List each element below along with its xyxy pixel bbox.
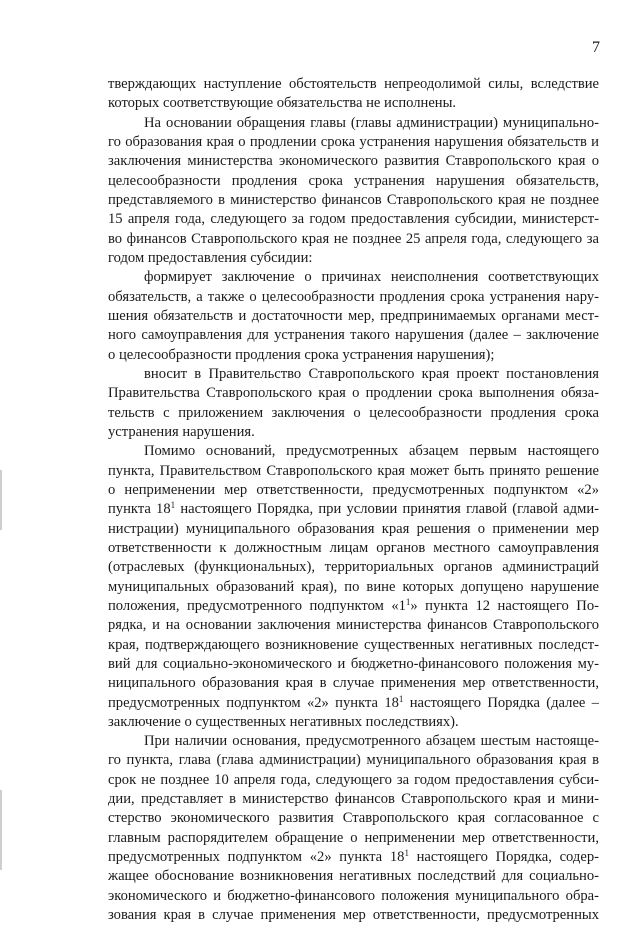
text-line: о неприменении мер ответственности, предусмотренных подпунктом «2» <box>108 481 599 498</box>
paragraph <box>108 114 599 269</box>
document-body <box>108 75 599 925</box>
text-line: пункта $18^1$ настоящего Порядка, при условии принятия главой (главой адми- <box>108 500 599 518</box>
text-line: Правительства Ставропольского края о продлении срока выполнения обяза- <box>108 385 599 402</box>
text-line: нистрации) муниципального образования края решения о применении мер <box>108 520 599 537</box>
text-line: годом предоставления субсидии: <box>108 249 313 266</box>
text-line: ответственности к должностным лицам органов местного самоуправления <box>108 539 599 556</box>
text-line: зования края в случае применения мер ответственности, предусмотренных <box>108 907 599 924</box>
text-line: экономического и бюджетно-финансового положения муниципального обра- <box>108 887 599 904</box>
text-line: о целесообразности продления срока устранения нарушения); <box>108 346 495 363</box>
text-line: предусмотренных подпунктом «2» пункта $18^1$ настоящего Порядка (далее – <box>108 693 599 711</box>
text-line: тверждающих наступление обстоятельств непреодолимой силы, вследствие <box>108 76 599 92</box>
text-line: срок не позднее 10 апреля года, следующего за годом предоставления субси- <box>108 771 599 788</box>
paragraph <box>108 732 599 925</box>
text-line: вий для социально-экономического и бюджетно-финансового положения му- <box>108 655 599 672</box>
text-line: края, подтверждающего возникновение существенных негативных последст- <box>108 636 599 653</box>
text-line: муниципальных образований края), по вине которых допущено нарушение <box>108 578 599 595</box>
text-line: го образования края о продлении срока устранения нарушения обязательств и <box>108 133 599 150</box>
text-line: жащее обоснование возникновения негативных последствий для социально- <box>108 868 599 885</box>
text-line: предусмотренных подпунктом «2» пункта $18^1$ настоящего Порядка, содер- <box>108 848 599 866</box>
text-line: Помимо оснований, предусмотренных абзацем первым настоящего <box>144 443 599 460</box>
paragraph <box>108 75 599 114</box>
text-line: На основании обращения главы (главы администрации) муниципально- <box>144 114 599 131</box>
text-line: положения, предусмотренного подпунктом «$1^1$» пункта 12 настоящего По- <box>108 596 599 614</box>
text-line: дии, представляет в министерство финансов Ставропольского края и мини- <box>108 791 599 808</box>
text-line: устранения нарушения. <box>108 423 255 440</box>
scan-edge-mark <box>0 790 2 870</box>
text-line: тельств с приложением заключения о целесообразности продления срока <box>108 404 599 421</box>
text-line: заключения министерства экономического развития Ставропольского края о <box>108 153 599 170</box>
text-line: вносит в Правительство Ставропольского края проект постановления <box>144 365 599 382</box>
text-line: При наличии основания, предусмотренного абзацем шестым настояще- <box>144 733 599 750</box>
text-line: го пункта, глава (глава администрации) муниципального образования края в <box>108 752 599 769</box>
text-line: стерство экономического развития Ставропольского края согласованное с <box>108 810 599 827</box>
text-line: пункта, Правительством Ставропольского края может быть принято решение <box>108 462 599 479</box>
text-line: заключение о существенных негативных последствиях). <box>108 713 459 730</box>
text-line: шения обязательств и достаточности мер, предпринимаемых органами мест- <box>108 307 599 324</box>
text-line: рядка, и на основании заключения министерства финансов Ставропольского <box>108 617 599 634</box>
paragraph <box>108 365 599 442</box>
text-line: ного самоуправления для устранения такого нарушения (далее – заключение <box>108 327 599 344</box>
scan-edge-mark <box>0 470 2 530</box>
paragraph <box>108 442 599 732</box>
text-line: (отраслевых (функциональных), территориальных органов администраций <box>108 559 599 576</box>
text-line: представляемого в министерство финансов Ставропольского края не позднее <box>108 191 599 208</box>
text-line: формирует заключение о причинах неисполнения соответствующих <box>144 269 599 286</box>
text-line: ниципального образования края в случае применения мер ответственности, <box>108 675 599 692</box>
text-line: во финансов Ставропольского края не позднее 25 апреля года, следующего за <box>108 230 599 247</box>
page-number: 7 <box>592 39 600 56</box>
text-line: главным распорядителем обращение о неприменении мер ответственности, <box>108 829 599 846</box>
text-line: которых соответствующие обязательства не исполнены. <box>108 95 457 112</box>
text-line: обязательств, а также о целесообразности продления срока устранения нару- <box>108 288 599 305</box>
paragraph <box>108 268 599 365</box>
text-line: 15 апреля года, следующего за годом предоставления субсидии, министерст- <box>108 211 599 228</box>
text-line: целесообразности продления срока устранения нарушения обязательств, <box>108 172 599 189</box>
